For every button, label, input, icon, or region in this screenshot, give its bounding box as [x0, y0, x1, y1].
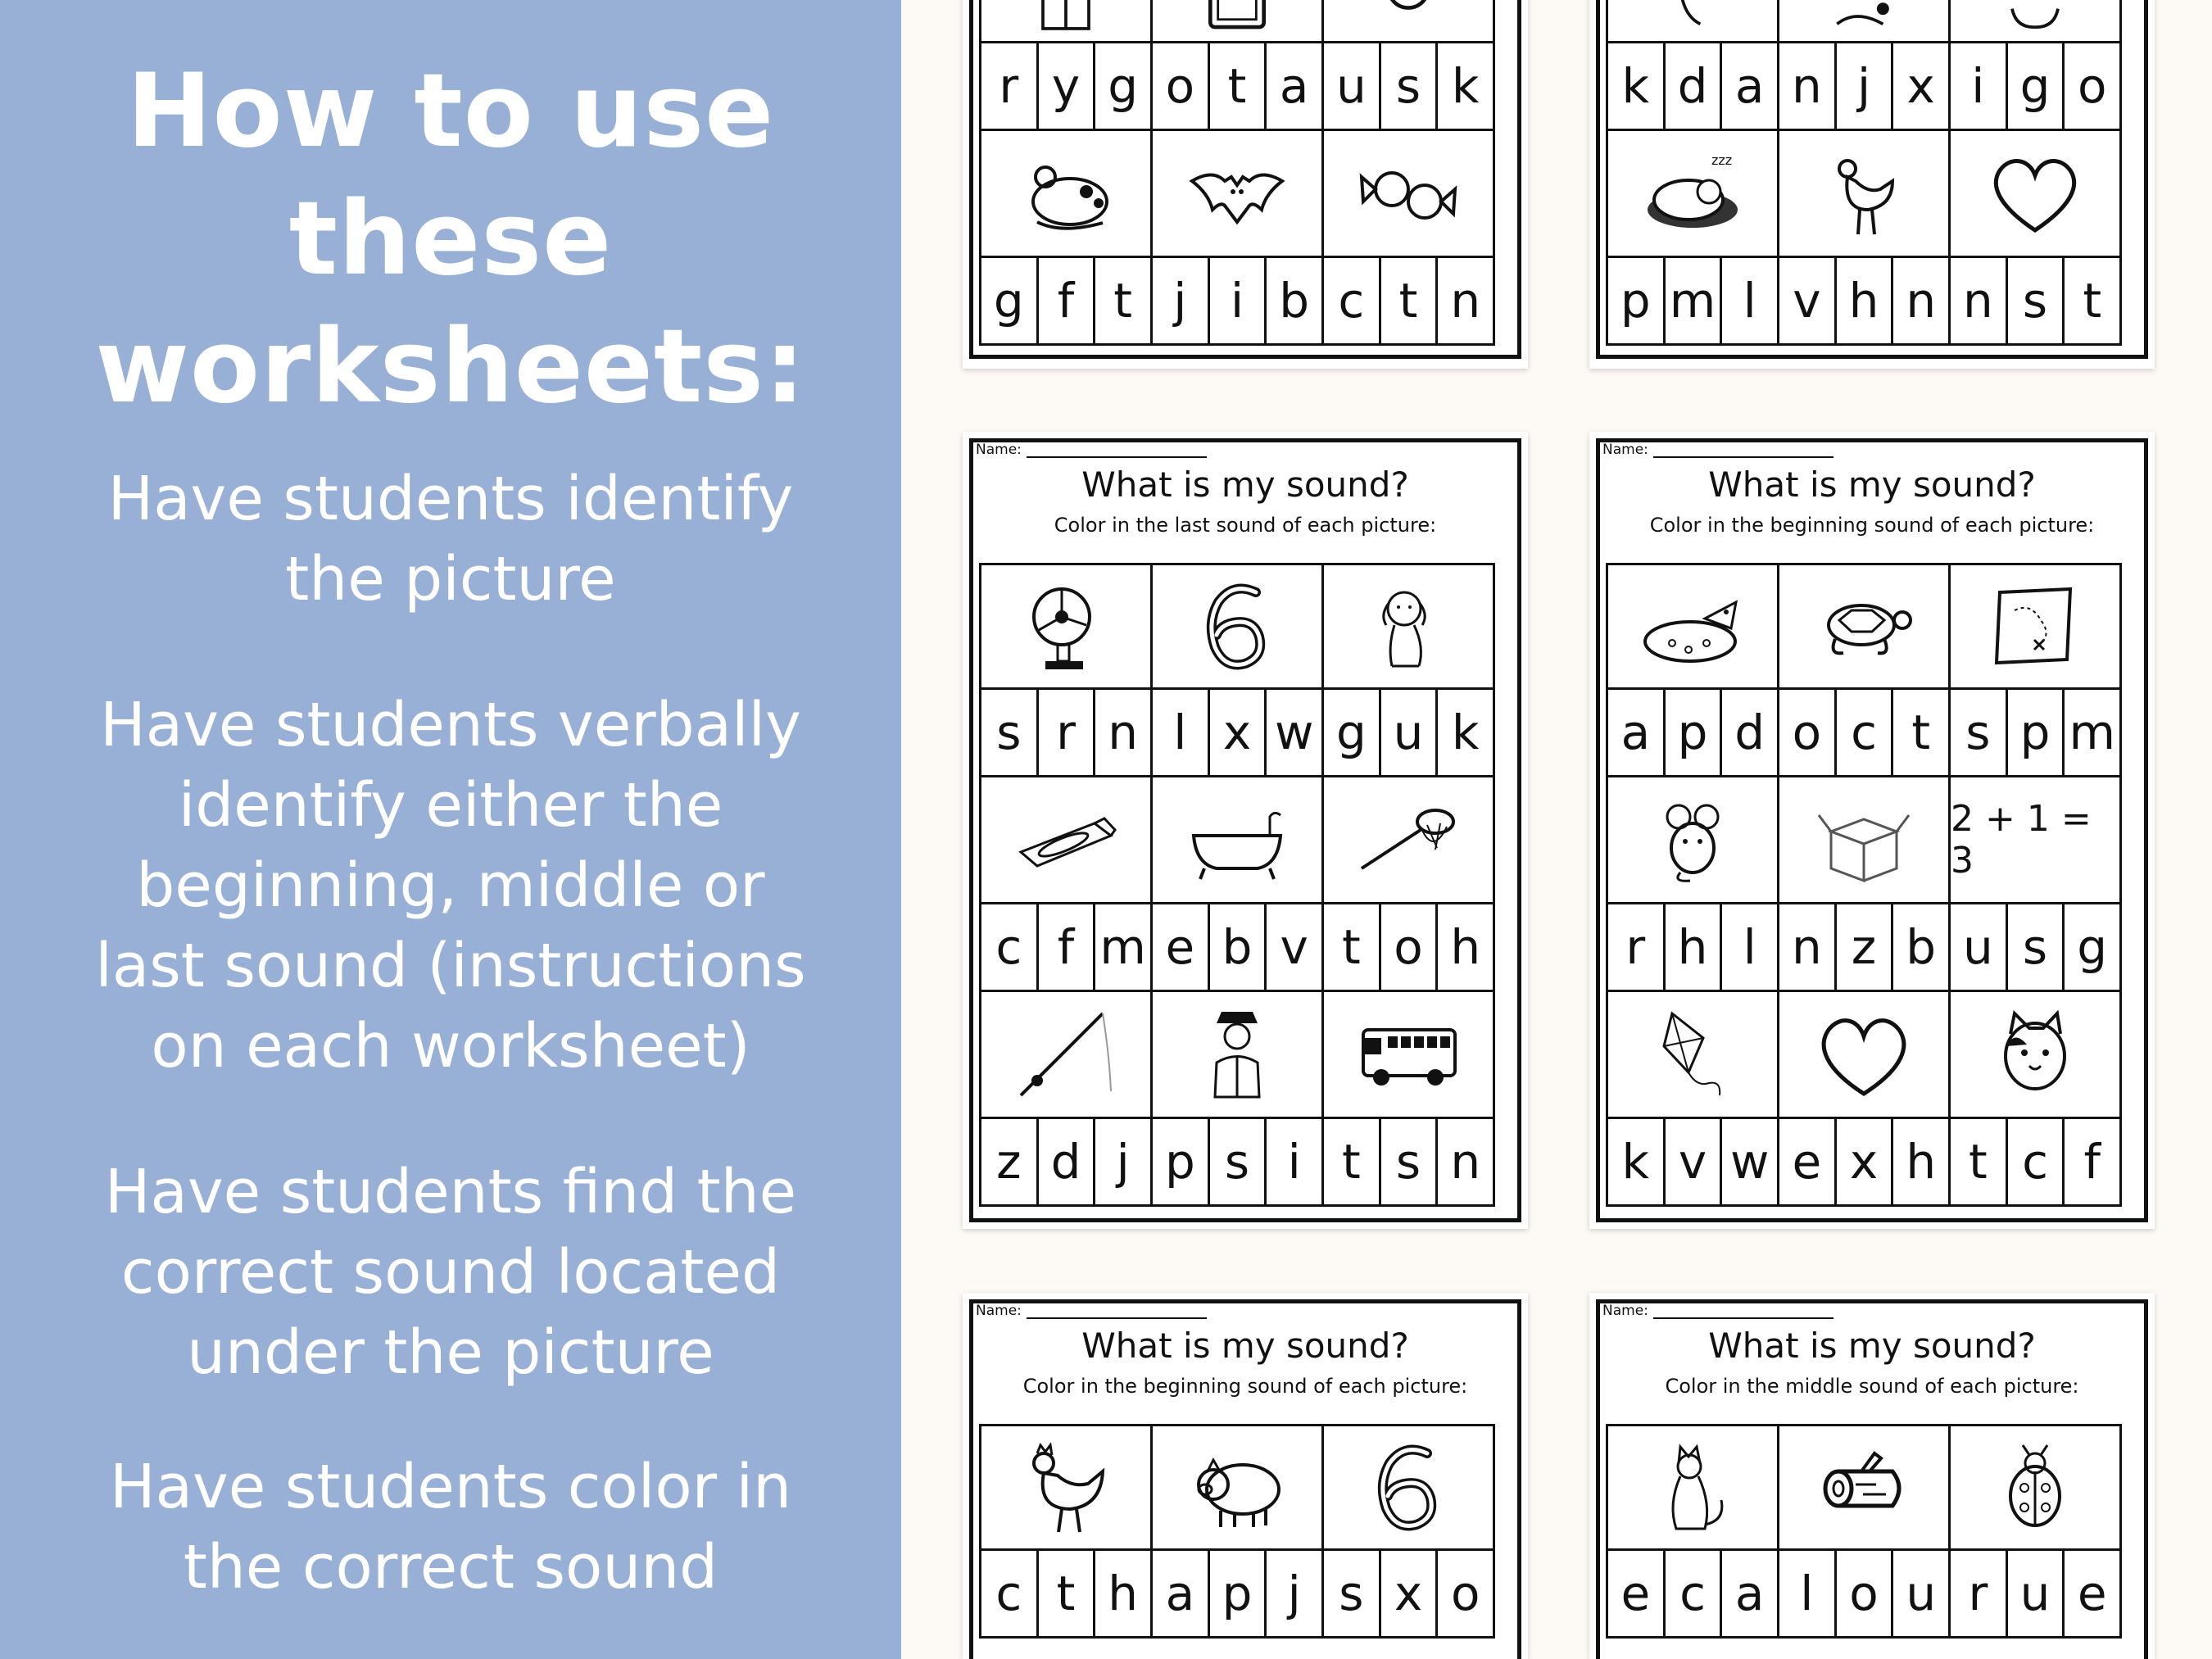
letter-choice[interactable]: u: [1324, 43, 1381, 129]
letter-choice[interactable]: n: [1779, 43, 1837, 129]
letter-choice[interactable]: m: [1095, 904, 1153, 990]
letter-choice[interactable]: k: [1451, 58, 1480, 114]
letter-choice[interactable]: x: [1210, 690, 1267, 775]
letter-choice[interactable]: b: [1210, 904, 1267, 990]
worksheet-mid-right: [1589, 432, 2155, 1229]
letter-choice[interactable]: a: [1608, 690, 1666, 775]
letter-choice[interactable]: h: [1095, 1551, 1153, 1636]
letter-choice[interactable]: s: [2008, 258, 2065, 343]
letter-choice[interactable]: g: [2008, 43, 2065, 129]
fishing-net-icon: [1324, 777, 1493, 902]
name-rule: [1027, 1308, 1207, 1319]
panel-title-line: these: [288, 180, 613, 298]
letter-choice[interactable]: x: [1837, 1119, 1894, 1204]
worksheet-instructions: Color in the last sound of each picture:: [1054, 514, 1437, 537]
letter-choice[interactable]: c: [1324, 258, 1381, 343]
name-rule: [1653, 446, 1834, 458]
letter-choice[interactable]: u: [2008, 1551, 2065, 1636]
picture-row: [1606, 131, 2122, 256]
worksheet-title: What is my sound?: [1081, 465, 1409, 505]
equation-cell: [1951, 777, 2119, 902]
worksheet-instructions: Color in the beginning sound of each picture:: [1022, 1375, 1468, 1398]
worksheet-title: What is my sound?: [1081, 1326, 1409, 1366]
letter-row: [1606, 1548, 2122, 1639]
math-equation: 2 + 1 = 3: [1951, 798, 2092, 882]
letter-choice[interactable]: t: [1951, 1119, 2008, 1204]
name-field: [976, 442, 1207, 458]
letter-choice[interactable]: v: [1666, 1119, 1723, 1204]
pig-icon: [1153, 1426, 1324, 1548]
letter-choice[interactable]: s: [1210, 1119, 1267, 1204]
step-line: Have students identify: [107, 464, 794, 534]
name-label: Name:: [976, 442, 1022, 458]
letter-choice[interactable]: g: [981, 258, 1039, 343]
worksheet-bot-left: [963, 1293, 1528, 1659]
letter-choice[interactable]: o: [2077, 58, 2107, 114]
worksheet-top-right: [1589, 0, 2155, 369]
letter-choice[interactable]: j: [1095, 1119, 1153, 1204]
letter-row: [979, 902, 1495, 992]
name-field: [976, 1303, 1207, 1319]
frog-icon: [981, 131, 1153, 256]
puppy-icon: [1324, 565, 1493, 687]
panel-title-line: worksheets:: [95, 308, 806, 426]
letter-choice[interactable]: e: [1153, 904, 1210, 990]
letter-choice[interactable]: t: [1039, 1551, 1096, 1636]
sleeping-sloth-icon: [1608, 131, 1779, 256]
letter-choice[interactable]: j: [1153, 258, 1210, 343]
pizza-icon: [1608, 565, 1779, 687]
step-line: on each worksheet): [151, 1011, 750, 1081]
letter-choice[interactable]: z: [1837, 904, 1894, 990]
letter-choice[interactable]: e: [1608, 1551, 1666, 1636]
letter-choice[interactable]: h: [1666, 904, 1723, 990]
window-icon: [981, 0, 1153, 41]
letter-choice[interactable]: n: [1450, 273, 1481, 329]
letter-choice[interactable]: l: [1779, 1551, 1837, 1636]
worksheet-title: What is my sound?: [1708, 1326, 2036, 1366]
letter-choice[interactable]: t: [2083, 273, 2102, 329]
letter-choice[interactable]: n: [1951, 258, 2008, 343]
worksheet-top-left: [963, 0, 1528, 369]
letter-choice[interactable]: l: [1722, 904, 1779, 990]
letter-choice[interactable]: u: [1381, 690, 1439, 775]
letter-choice[interactable]: o: [1381, 904, 1439, 990]
letter-choice[interactable]: f: [1039, 904, 1096, 990]
number-six-icon: [1324, 1426, 1493, 1548]
letter-choice[interactable]: t: [1324, 904, 1381, 990]
letter-choice[interactable]: s: [1381, 1119, 1439, 1204]
letter-choice[interactable]: o: [1837, 1551, 1894, 1636]
letter-choice[interactable]: l: [1153, 690, 1210, 775]
letter-row: [979, 687, 1495, 777]
letter-choice[interactable]: h: [1837, 258, 1894, 343]
letter-choice[interactable]: e: [2077, 1566, 2107, 1621]
panel-title: [0, 48, 901, 431]
picture-row: [1606, 992, 2122, 1117]
letter-row: [1606, 902, 2122, 992]
step-line: Have students find the: [104, 1157, 797, 1227]
letter-choice[interactable]: t: [1893, 690, 1951, 775]
letter-choice[interactable]: n: [1450, 1134, 1481, 1190]
letter-choice[interactable]: w: [1267, 690, 1324, 775]
letter-choice[interactable]: c: [2008, 1119, 2065, 1204]
letter-choice[interactable]: p: [1608, 258, 1666, 343]
step-line: the correct sound: [183, 1532, 718, 1602]
letter-choice[interactable]: m: [1666, 258, 1723, 343]
letter-choice[interactable]: o: [1153, 43, 1210, 129]
letter-choice[interactable]: u: [1951, 904, 2008, 990]
letter-choice[interactable]: g: [1095, 43, 1153, 129]
letter-choice[interactable]: k: [1451, 705, 1480, 760]
step-verbal-sound: [33, 685, 868, 1086]
picture-row: [1606, 777, 2122, 902]
letter-row: [979, 256, 1495, 346]
mouse-icon: [1608, 777, 1779, 902]
picture-row: [1606, 1424, 2122, 1548]
kite-icon: [1608, 992, 1779, 1117]
letter-choice[interactable]: d: [1722, 690, 1779, 775]
name-rule: [1653, 1308, 1834, 1319]
letter-choice[interactable]: m: [2069, 705, 2115, 760]
letter-choice[interactable]: f: [1039, 258, 1096, 343]
letter-choice[interactable]: n: [1779, 904, 1837, 990]
box-icon: [1779, 777, 1951, 902]
letter-choice[interactable]: d: [1039, 1119, 1096, 1204]
letter-choice[interactable]: a: [1267, 43, 1324, 129]
tv-icon: [1153, 0, 1324, 41]
letter-choice[interactable]: r: [981, 43, 1039, 129]
step-line: Have students color in: [110, 1452, 791, 1522]
worksheet-bot-right: [1589, 1293, 2155, 1659]
letter-choice[interactable]: b: [1267, 258, 1324, 343]
letter-choice[interactable]: d: [1666, 43, 1723, 129]
police-officer-icon: [1153, 992, 1324, 1117]
step-identify-picture: [33, 459, 868, 619]
name-label: Name:: [1602, 1303, 1648, 1319]
letter-row: [1606, 687, 2122, 777]
letter-choice[interactable]: k: [1608, 1119, 1666, 1204]
name-rule: [1027, 446, 1207, 458]
letter-choice[interactable]: a: [1722, 1551, 1779, 1636]
letter-choice[interactable]: n: [1095, 690, 1153, 775]
letter-choice[interactable]: p: [1666, 690, 1723, 775]
step-color-sound: [33, 1447, 868, 1607]
letter-choice[interactable]: u: [1893, 1551, 1951, 1636]
letter-choice[interactable]: s: [1324, 1551, 1381, 1636]
letter-choice[interactable]: s: [981, 690, 1039, 775]
number-six-icon: [1153, 565, 1324, 687]
letter-choice[interactable]: i: [1267, 1119, 1324, 1204]
picture-row: [1606, 0, 2122, 41]
letter-choice[interactable]: c: [1666, 1551, 1723, 1636]
letter-choice[interactable]: j: [1267, 1551, 1324, 1636]
letter-choice[interactable]: x: [1893, 43, 1951, 129]
step-line: the picture: [285, 544, 616, 614]
bat-icon: [1153, 131, 1324, 256]
letter-choice[interactable]: r: [1608, 904, 1666, 990]
fishing-rod-icon: [981, 992, 1153, 1117]
step-line: correct sound located: [120, 1237, 781, 1308]
turtle-icon: [1779, 565, 1951, 687]
fan-icon: [981, 565, 1153, 687]
gum-icon: [981, 777, 1153, 902]
letter-choice[interactable]: h: [1450, 919, 1481, 975]
letter-choice[interactable]: k: [1608, 43, 1666, 129]
letter-row: [979, 1117, 1495, 1207]
step-line: beginning, middle or: [136, 850, 765, 921]
rabbit-icon: [1779, 0, 1951, 41]
worksheet-mid-left: [963, 432, 1528, 1229]
step-line: identify either the: [178, 770, 723, 841]
letter-choice[interactable]: r: [1951, 1551, 2008, 1636]
step-line: last sound (instructions: [95, 931, 806, 1001]
name-field: [1602, 442, 1834, 458]
animal-icon: [1608, 0, 1779, 41]
step-find-sound: [33, 1152, 868, 1393]
candy-icon: [1324, 131, 1493, 256]
picture-row: [979, 131, 1495, 256]
duck-icon: [1951, 0, 2119, 41]
heart-icon: [1779, 992, 1951, 1117]
letter-row: [979, 1548, 1495, 1639]
letter-choice[interactable]: b: [1893, 904, 1951, 990]
letter-choice[interactable]: z: [981, 1119, 1039, 1204]
letter-choice[interactable]: o: [1779, 690, 1837, 775]
letter-row: [1606, 41, 2122, 131]
letter-choice[interactable]: i: [1951, 43, 2008, 129]
letter-choice[interactable]: n: [1893, 258, 1951, 343]
letter-choice[interactable]: c: [1837, 690, 1894, 775]
panel-title-line: How to use: [126, 52, 775, 170]
letter-choice[interactable]: s: [2008, 904, 2065, 990]
picture-row: [979, 563, 1495, 687]
letter-choice[interactable]: a: [1722, 43, 1779, 129]
letter-choice[interactable]: t: [1095, 258, 1153, 343]
letter-row: [1606, 1117, 2122, 1207]
letter-choice[interactable]: y: [1039, 43, 1096, 129]
worksheet-title: What is my sound?: [1708, 465, 2036, 505]
letter-choice[interactable]: x: [1381, 1551, 1439, 1636]
letter-choice[interactable]: s: [1951, 690, 2008, 775]
letter-choice[interactable]: l: [1722, 258, 1779, 343]
step-line: under the picture: [187, 1317, 714, 1388]
treasure-map-icon: [1951, 565, 2119, 687]
letter-choice[interactable]: c: [981, 904, 1039, 990]
step-line: Have students verbally: [100, 690, 801, 760]
letter-choice[interactable]: p: [2008, 690, 2065, 775]
letter-choice[interactable]: j: [1837, 43, 1894, 129]
instructions-panel: [0, 0, 901, 1659]
name-field: [1602, 1303, 1834, 1319]
clock-icon: [1324, 0, 1493, 41]
log-icon: [1779, 1426, 1951, 1548]
letter-choice[interactable]: t: [1210, 43, 1267, 129]
picture-row: [1606, 563, 2122, 687]
heart-icon: [1951, 131, 2119, 256]
letter-choice[interactable]: g: [2077, 919, 2108, 975]
letter-choice[interactable]: i: [1210, 258, 1267, 343]
worksheet-instructions: Color in the beginning sound of each picture:: [1649, 514, 2095, 537]
letter-choice[interactable]: h: [1893, 1119, 1951, 1204]
name-label: Name:: [976, 1303, 1022, 1319]
picture-row: [979, 1424, 1495, 1548]
picture-row: [979, 777, 1495, 902]
lucky-cat-icon: [1951, 992, 2119, 1117]
svg-text:zzz: zzz: [1711, 152, 1733, 168]
bathtub-icon: [1153, 777, 1324, 902]
letter-choice[interactable]: t: [1324, 1119, 1381, 1204]
letter-choice[interactable]: g: [1324, 690, 1381, 775]
letter-choice[interactable]: t: [1381, 258, 1439, 343]
letter-choice[interactable]: o: [1450, 1566, 1480, 1621]
cat-icon: [1608, 1426, 1779, 1548]
picture-row: [979, 992, 1495, 1117]
letter-choice[interactable]: c: [981, 1551, 1039, 1636]
worksheet-instructions: Color in the middle sound of each picture:: [1665, 1375, 2079, 1398]
letter-choice[interactable]: s: [1381, 43, 1439, 129]
school-bus-icon: [1324, 992, 1493, 1117]
hen-icon: [1779, 131, 1951, 256]
letter-choice[interactable]: p: [1153, 1119, 1210, 1204]
letter-choice[interactable]: a: [1153, 1551, 1210, 1636]
letter-choice[interactable]: r: [1039, 690, 1096, 775]
letter-choice[interactable]: e: [1779, 1119, 1837, 1204]
letter-row: [979, 41, 1495, 131]
letter-choice[interactable]: v: [1779, 258, 1837, 343]
letter-choice[interactable]: f: [2083, 1134, 2101, 1190]
picture-row: [979, 0, 1495, 41]
letter-row: [1606, 256, 2122, 346]
letter-choice[interactable]: w: [1722, 1119, 1779, 1204]
letter-choice[interactable]: p: [1210, 1551, 1267, 1636]
name-label: Name:: [1602, 442, 1648, 458]
ladybug-icon: [1951, 1426, 2119, 1548]
chicken-icon: [981, 1426, 1153, 1548]
letter-choice[interactable]: v: [1267, 904, 1324, 990]
